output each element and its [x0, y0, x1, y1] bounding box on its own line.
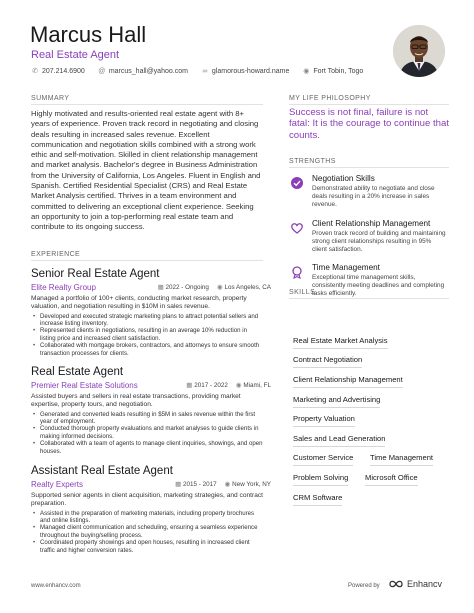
- skill-tag: Contract Negotiation: [293, 355, 362, 368]
- job-location: Miami, FL: [243, 382, 271, 389]
- job-bullets: [31, 313, 263, 357]
- enhancv-logo-text: Enhancv: [407, 579, 443, 589]
- summary-heading: SUMMARY: [31, 95, 70, 102]
- job-company: Elite Realty Group: [31, 283, 96, 292]
- job-bullet: • Conducted thorough property evaluations and market analyses to guide clients in making informed decisions.: [31, 425, 263, 440]
- contact-phone[interactable]: [31, 67, 85, 75]
- enhancv-logo-icon: [388, 579, 404, 589]
- skill-tag: CRM Software: [293, 493, 342, 506]
- calendar-icon: ▦: [157, 284, 164, 291]
- skills-divider: [289, 298, 449, 299]
- strength-title: Negotiation Skills: [312, 174, 375, 183]
- skill-tag: Real Estate Market Analysis: [293, 336, 388, 349]
- link-icon: ∞: [202, 67, 208, 75]
- contact-email-text: marcus_hall@yahoo.com: [108, 67, 188, 75]
- job-location: Los Angeles, CA: [224, 284, 271, 291]
- job-description: Supported senior agents in client acquisition, marketing strategies, and contract preparation.: [31, 492, 264, 508]
- candidate-name: Marcus Hall: [30, 22, 147, 47]
- job-bullet: • Managed client communication and scheduling, ensuring a seamless experience throughout the buying/selling process.: [31, 524, 263, 539]
- calendar-icon: ▦: [186, 382, 193, 389]
- job-dates: 2022 - Ongoing: [165, 284, 209, 291]
- job-bullet: • Coordinated property showings and open houses, resulting in increased client traffic and higher conversion rates.: [31, 539, 263, 554]
- skill-tag: Microsoft Office: [365, 473, 418, 486]
- strength-desc: Exceptional time management skills, consistently meeting deadlines and completing tasks efficiently.: [312, 274, 445, 297]
- contact-bar: [31, 67, 376, 75]
- skill-tag: Property Valuation: [293, 414, 355, 427]
- contact-location: [302, 67, 363, 75]
- skill-tag: Client Relationship Management: [293, 375, 403, 388]
- strength-item: [289, 219, 449, 254]
- job-bullets: [31, 510, 263, 554]
- job-company: Realty Experts: [31, 480, 84, 489]
- summary-text: Highly motivated and results-oriented real estate agent with 8+ years of experience. Proven track record in negotiating and closing deals resulting in increased sales revenue. Excellent communication and negotiation skills combined with a strong work ethic and self-motivation. Skilled in client relationship management and market analysis. Bachelor's degree in Business Administration from the University of California, Los Angeles. Fluent in English and Spanish. Certified Residential Specialist (CRS) and Real Estate Market Analysis certified. Thrives in a team environment and committed to delivering an exceptional client experience. Seeking an opportunity to join a top-performing real estate team and contribute to its ongoing success.: [31, 109, 261, 232]
- footer-url[interactable]: www.enhancv.com: [31, 583, 81, 589]
- job-entry: [31, 268, 271, 357]
- job-bullet: • Developed and executed strategic marketing plans to attract potential sellers and increase listing inventory.: [31, 313, 263, 328]
- philosophy-divider: [289, 104, 449, 105]
- strength-desc: Proven track record of building and maintaining strong client relationships resulting in 95% client satisfaction.: [312, 230, 446, 253]
- philosophy-quote: Success is not final, failure is not fatal: It is the courage to continue that counts.: [289, 107, 449, 141]
- job-bullet: • Assisted in the preparation of marketing materials, including property brochures and online listings.: [31, 510, 263, 525]
- candidate-role: Real Estate Agent: [31, 49, 120, 61]
- job-company: Premier Real Estate Solutions: [31, 381, 138, 390]
- phone-icon: ✆: [32, 68, 38, 75]
- location-icon: ◉: [235, 382, 242, 389]
- skill-tag: Problem Solving: [293, 473, 348, 486]
- location-icon: ◉: [224, 481, 231, 488]
- contact-phone-text: 207.214.6900: [42, 67, 85, 75]
- contact-email[interactable]: [98, 67, 188, 75]
- experience-divider: [31, 260, 263, 261]
- strengths-divider: [289, 167, 449, 168]
- job-entry: [31, 465, 271, 554]
- skills-heading: SKILLS: [289, 289, 316, 296]
- contact-website-text: glamorous-howard.name: [211, 67, 290, 75]
- enhancv-logo: [388, 579, 442, 589]
- strength-item: [289, 174, 449, 209]
- calendar-icon: ▦: [175, 481, 182, 488]
- heart-icon: [289, 220, 305, 236]
- strength-title: Time Management: [312, 263, 380, 272]
- job-bullet: • Collaborated with a team of agents to manage client inquiries, showings, and open houses.: [31, 440, 263, 455]
- check-circle-icon: [289, 175, 305, 191]
- job-dates: 2015 - 2017: [183, 481, 217, 488]
- footer-powered-label: Powered by: [348, 583, 380, 589]
- job-entry: [31, 366, 271, 455]
- job-bullet: • Collaborated with mortgage brokers, contractors, and attorneys to ensure smooth transaction processes for clients.: [31, 342, 263, 357]
- job-bullet: • Generated and converted leads resulting in $5M in sales revenue within the first year of employment.: [31, 411, 263, 426]
- experience-heading: EXPERIENCE: [31, 251, 81, 258]
- job-description: Assisted buyers and sellers in real estate transactions, providing market expertise, property tours, and negotiation.: [31, 393, 241, 409]
- strength-title: Client Relationship Management: [312, 219, 431, 228]
- skill-tag: Customer Service: [293, 453, 353, 466]
- summary-divider: [31, 104, 263, 105]
- job-dates: 2017 - 2022: [194, 382, 228, 389]
- contact-location-text: Fort Tobin, Togo: [313, 67, 364, 75]
- job-title: Senior Real Estate Agent: [31, 268, 160, 280]
- skill-tag: Sales and Lead Generation: [293, 434, 385, 447]
- skill-tag: Marketing and Advertising: [293, 395, 380, 408]
- strength-desc: Demonstrated ability to negotiate and close deals resulting in a 20% increase in sales revenue.: [312, 185, 435, 208]
- job-bullet: • Represented clients in negotiations, resulting in an average 10% reduction in listing price and increased client satisfaction.: [31, 327, 263, 342]
- philosophy-heading: MY LIFE PHILOSOPHY: [289, 95, 371, 102]
- strengths-heading: STRENGTHS: [289, 158, 336, 165]
- job-bullets: [31, 411, 263, 455]
- contact-website[interactable]: [201, 67, 289, 75]
- at-icon: @: [98, 67, 106, 75]
- location-icon: ◉: [216, 284, 223, 291]
- skill-tag: Time Management: [370, 453, 433, 466]
- profile-photo: [393, 25, 445, 77]
- medal-icon: [289, 264, 305, 280]
- job-title: Assistant Real Estate Agent: [31, 465, 173, 477]
- job-title: Real Estate Agent: [31, 366, 124, 378]
- job-location: New York, NY: [232, 481, 271, 488]
- job-description: Managed a portfolio of 100+ clients, conducting market research, property valuation, and negotiation resulting in $10M in sales revenue.: [31, 295, 247, 311]
- location-icon: ◉: [303, 68, 310, 75]
